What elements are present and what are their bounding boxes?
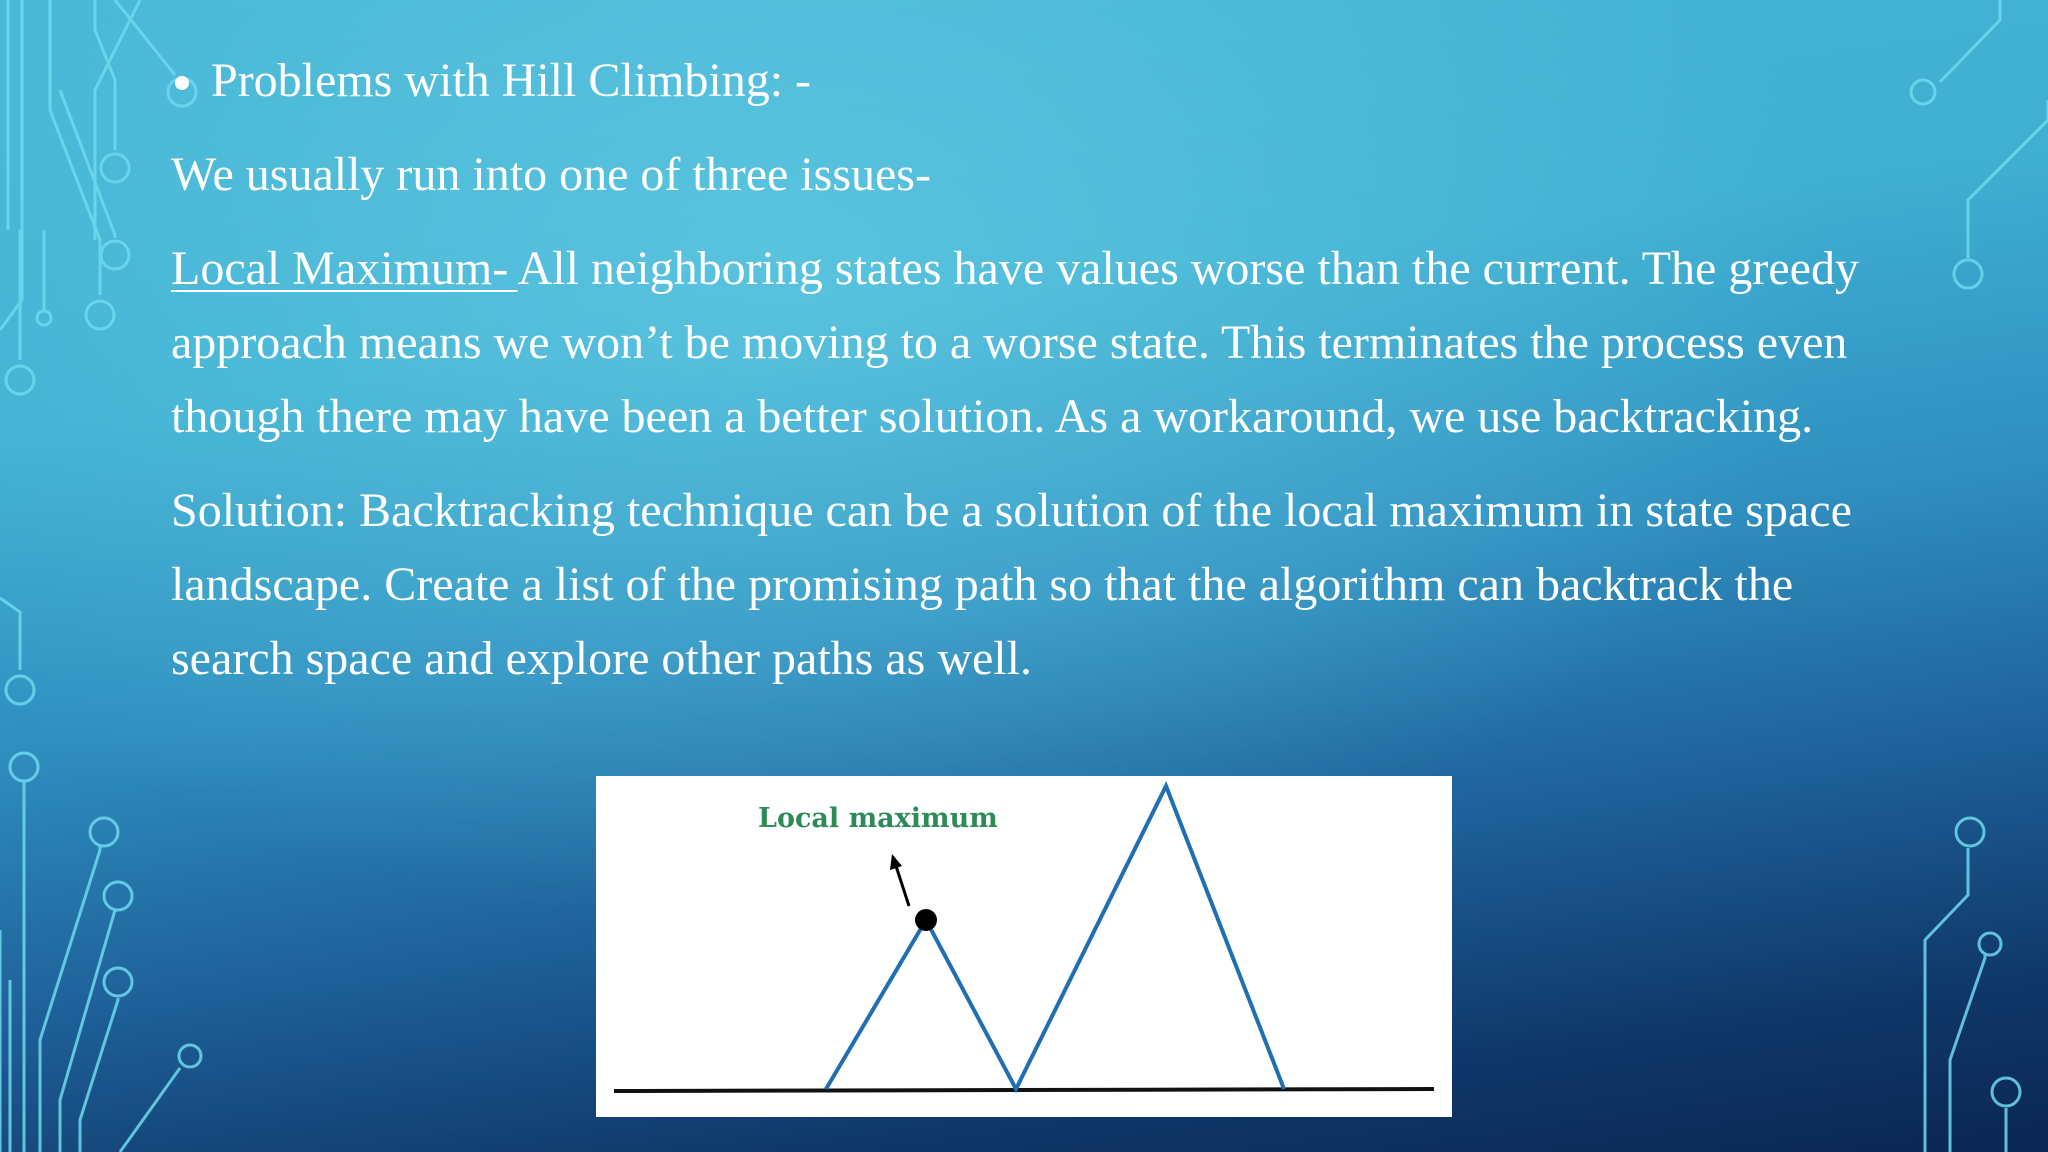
intro-paragraph: [171, 138, 1871, 212]
intro-text: We usually run into one of three issues-: [171, 148, 931, 201]
solution-paragraph: [171, 474, 1871, 696]
pointer-arrow-head: [890, 854, 902, 870]
ground-line: [614, 1089, 1434, 1091]
bullet-icon: [175, 76, 189, 90]
landscape-diagram: [596, 776, 1452, 1117]
pointer-arrow-line: [896, 866, 909, 906]
local-maximum-label: Local maximum: [758, 803, 998, 834]
local-maximum-paragraph: [171, 232, 1871, 454]
bullet-heading-text: Problems with Hill Climbing: -: [211, 54, 812, 107]
local-maximum-term: Local Maximum-: [171, 242, 518, 295]
local-maximum-figure: [596, 776, 1452, 1117]
bullet-heading: [171, 44, 1871, 118]
slide-body: [171, 44, 1871, 716]
solution-text: Solution: Backtracking technique can be a solution of the local maximum in state space landscape. Create a list of the promising path so that the algorithm can backtrack the search space and explore other paths as well.: [171, 484, 1852, 685]
local-maximum-point: [915, 909, 937, 931]
local-maximum-description: All neighboring states have values worse than the current. The greedy approach means we won’t be moving to a worse state. This terminates the process even though there may have been a better solution. As a workaround, we use backtracking.: [171, 242, 1859, 443]
